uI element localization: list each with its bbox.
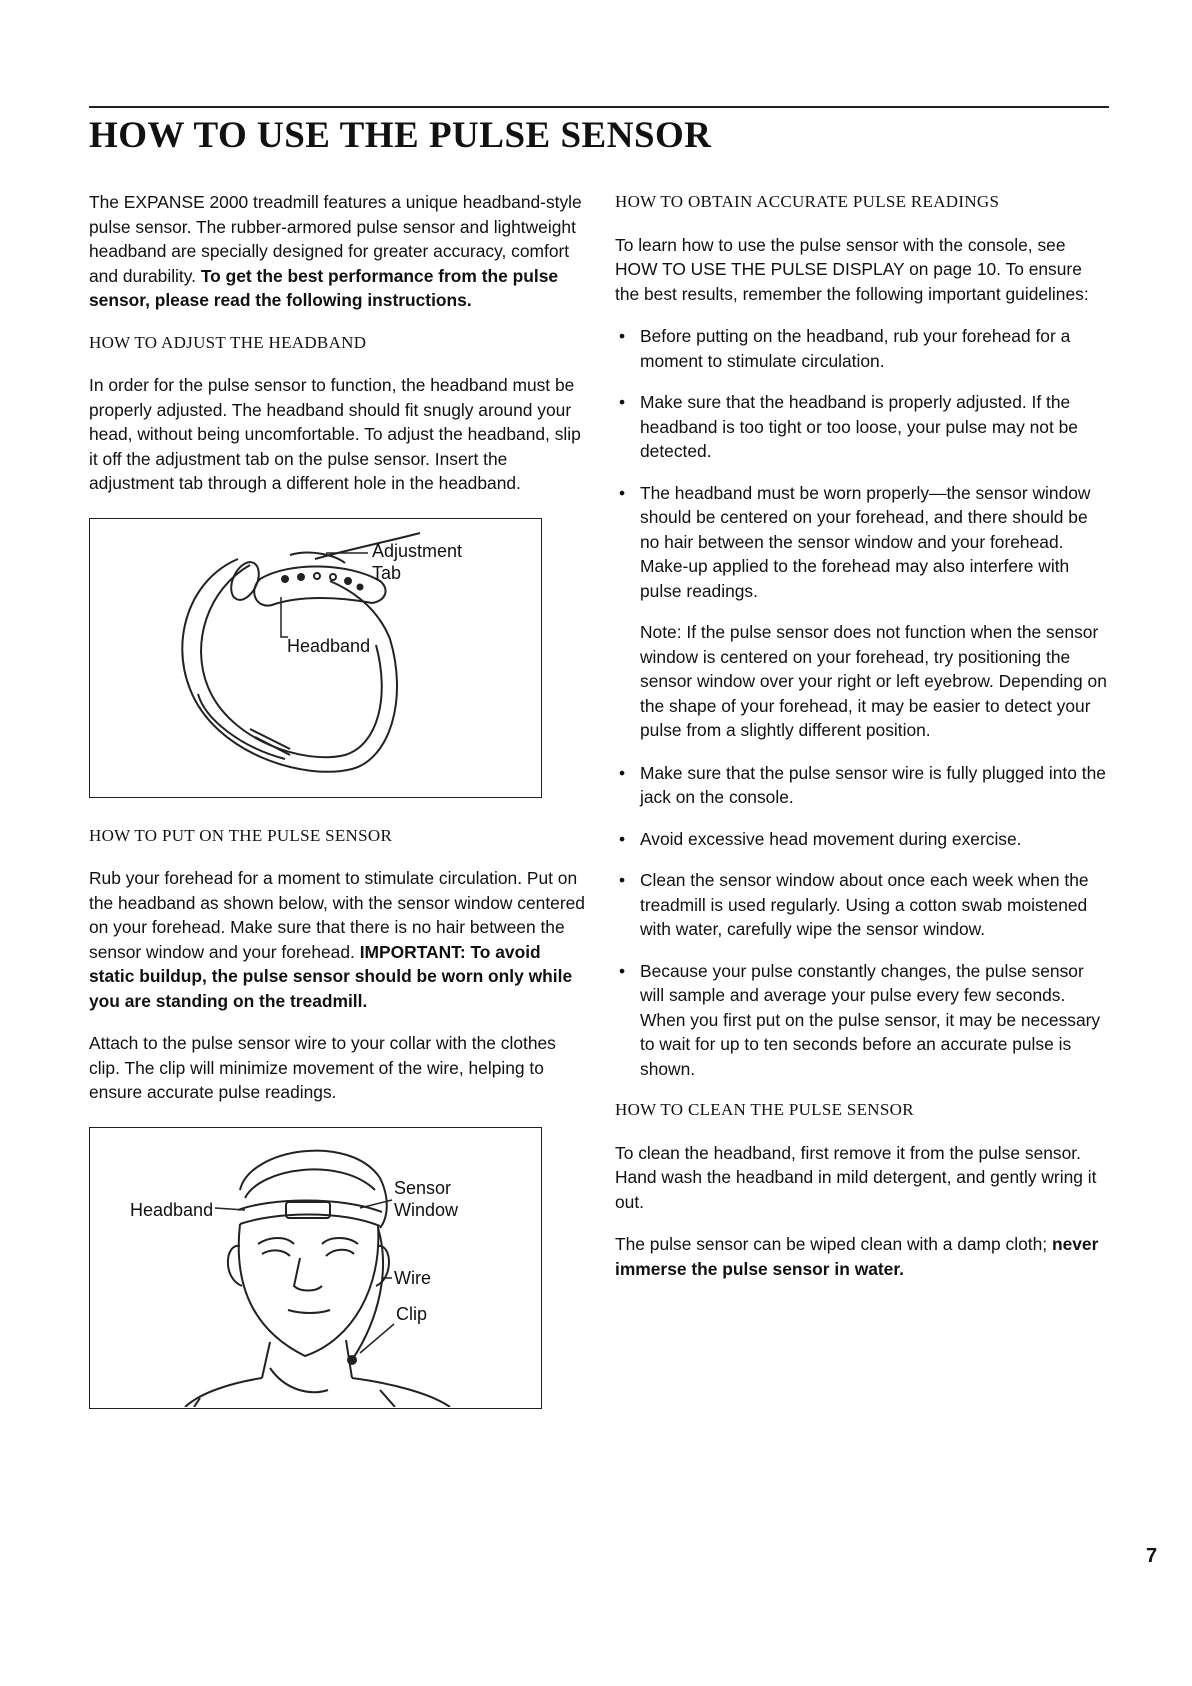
wipe-text: The pulse sensor can be wiped clean with a damp cloth; (615, 1234, 1048, 1254)
sensor-label: Sensor (394, 1177, 452, 1198)
adjustment-label: Adjustment (372, 540, 463, 561)
obtain-intro: To learn how to use the pulse sensor with the console, see HOW TO USE THE PULSE DISPLAY on page 10. To ensure the best results, remember the following important guidelines: (615, 234, 1089, 304)
tab-label: Tab (372, 562, 402, 583)
title-rule (89, 106, 1109, 108)
page-title: HOW TO USE THE PULSE SENSOR (89, 115, 712, 156)
intro-paragraph (89, 190, 587, 313)
puton-heading: HOW TO PUT ON THE PULSE SENSOR (89, 825, 393, 845)
puton-text: Rub your forehead for a moment to stimulate circulation. Put on the headband as shown below, with the sensor window centered on your forehead. Make sure that there is no hair between the sensor window and your forehead. (89, 868, 585, 962)
clean-paragraph: To clean the headband, first remove it from the pulse sensor. Hand wash the headband in mild detergent, and gently wring it out. (615, 1142, 1097, 1212)
headband-label-2: Headband (130, 1199, 214, 1220)
intro-bold-text: To get the best performance from the pulse sensor, please read the following instructions. (89, 265, 559, 310)
note-paragraph: Note: If the pulse sensor does not function when the sensor window is centered on your forehead, try positioning the sensor window over your right or left eyebrow. Depending on the shape of your forehead, it may be easier to detect your pulse from a slightly different position. (640, 622, 1107, 740)
adjust-heading: HOW TO ADJUST THE HEADBAND (89, 332, 367, 352)
page-number: 7 (1146, 1545, 1158, 1567)
window-label: Window (394, 1199, 459, 1220)
wearing-figure (89, 1127, 542, 1409)
list-item: • Because your pulse constantly changes, the pulse sensor will sample and average your pulse every few seconds. When you first put on the pulse sensor, it may be necessary to wait for up to ten seconds before an accurate pulse is shown. (615, 959, 1109, 1082)
list-item: • Clean the sensor window about once each week when the treadmill is used regularly. Using a cotton swab moistened with water, carefully wipe the sensor window. (615, 868, 1109, 942)
puton-bold-text: IMPORTANT: To avoid static buildup, the pulse sensor should be worn only while you are standing on the treadmill. (89, 941, 573, 1011)
clean-heading: HOW TO CLEAN THE PULSE SENSOR (615, 1100, 914, 1119)
list-item: • The headband must be worn properly—the sensor window should be centered on your forehead, and there should be no hair between the sensor window and your forehead. Make-up applied to the forehead may also interfere with pulse readings. (615, 481, 1109, 604)
list-item: • Before putting on the headband, rub your forehead for a moment to stimulate circulation. (615, 324, 1109, 373)
guidelines-list-a (615, 324, 1109, 603)
wire-label: Wire (394, 1267, 431, 1288)
wearing-illustration (90, 1128, 540, 1407)
wipe-paragraph (615, 1232, 1109, 1281)
puton-paragraph (89, 866, 587, 1013)
right-column (615, 190, 1109, 1299)
left-column (89, 190, 587, 1435)
headband-illustration (90, 519, 540, 796)
obtain-heading: HOW TO OBTAIN ACCURATE PULSE READINGS (615, 192, 1000, 211)
attach-paragraph: Attach to the pulse sensor wire to your collar with the clothes clip. The clip will minimize movement of the wire, helping to ensure accurate pulse readings. (89, 1033, 556, 1102)
list-item: • Make sure that the pulse sensor wire is fully plugged into the jack on the console. (615, 761, 1109, 810)
adjust-paragraph: In order for the pulse sensor to function, the headband must be properly adjusted. The headband should fit snugly around your head, without being uncomfortable. To adjust the headband, slip it off the adjustment tab on the pulse sensor. Insert the adjustment tab through a different hole in the headband. (89, 375, 581, 493)
intro-text: The EXPANSE 2000 treadmill features a unique headband-style pulse sensor. The rubber-armored pulse sensor and lightweight headband are specially designed for greater accuracy, comfort and durability. (89, 192, 582, 286)
headband-label: Headband (287, 635, 371, 656)
headband-figure (89, 518, 542, 798)
guidelines-list-b (615, 761, 1109, 1082)
wipe-bold-text: never immerse the pulse sensor in water. (615, 1234, 1099, 1279)
list-item: • Avoid excessive head movement during exercise. (615, 827, 1109, 852)
list-item: • Make sure that the headband is properly adjusted. If the headband is too tight or too loose, your pulse may not be detected. (615, 390, 1109, 464)
clip-label: Clip (396, 1303, 428, 1324)
